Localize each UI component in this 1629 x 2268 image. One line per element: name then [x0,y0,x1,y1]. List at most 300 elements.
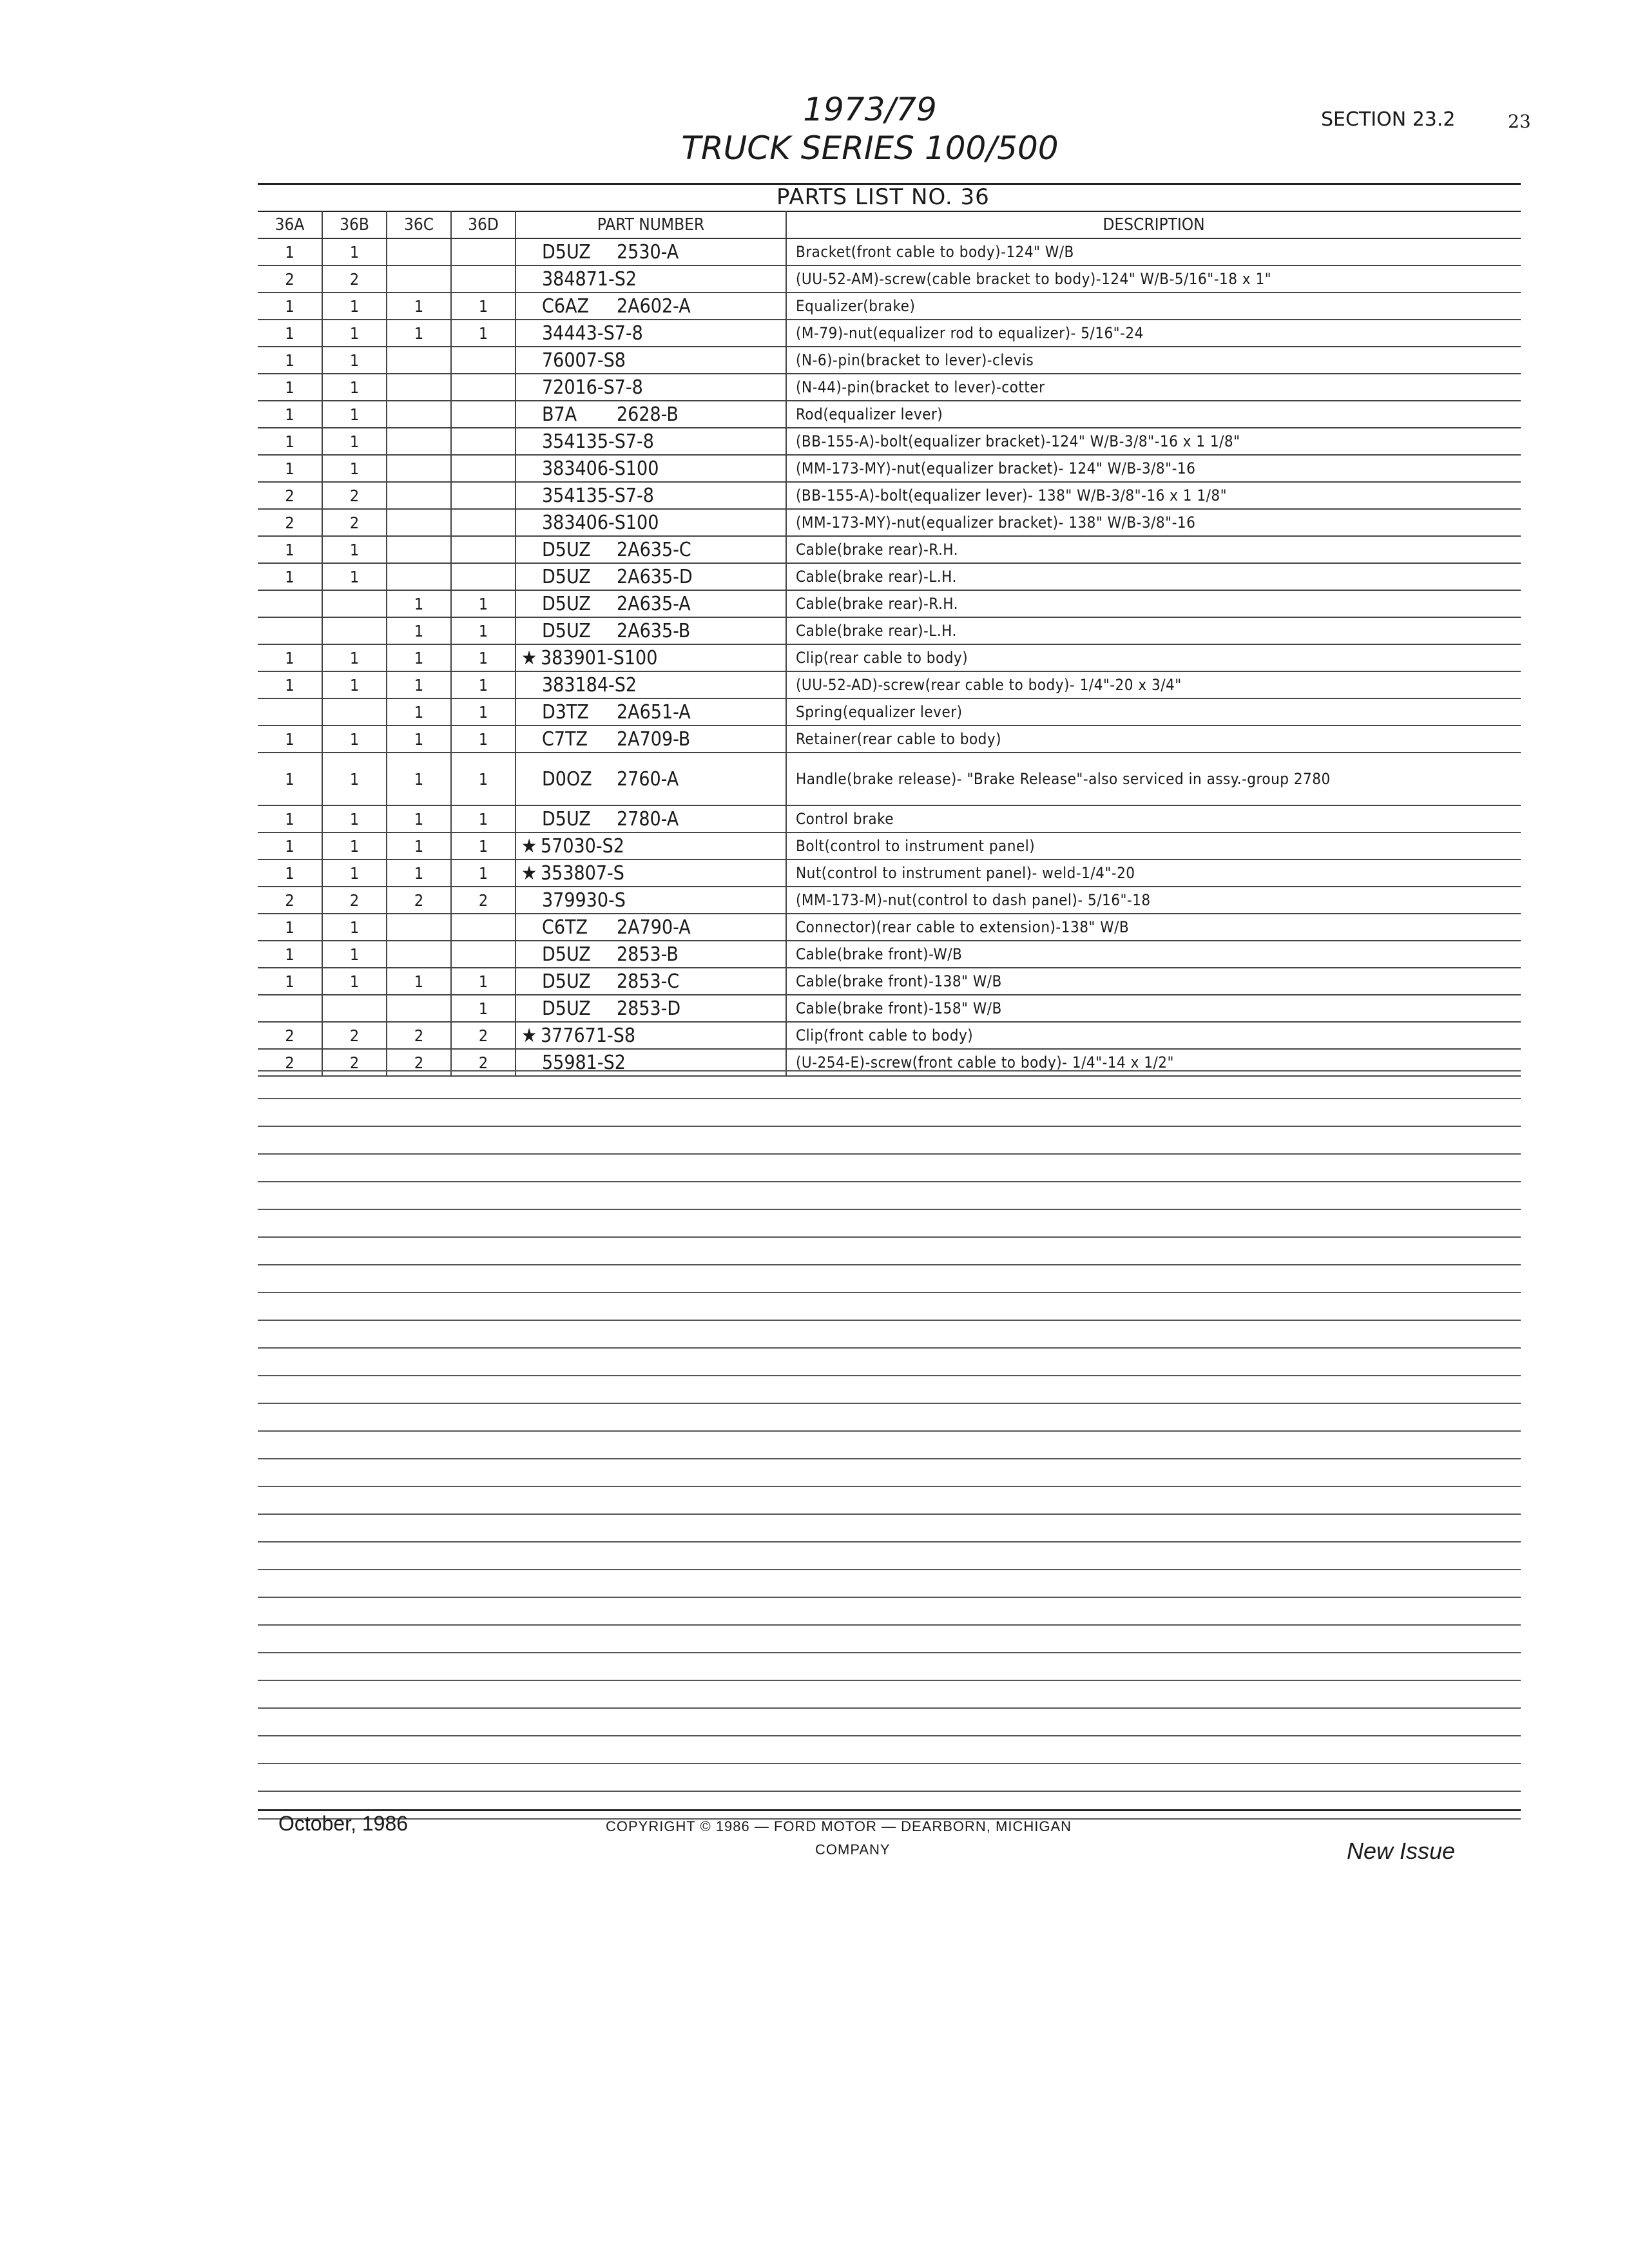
part-number-prefix: 383406-S100 [542,511,659,534]
qty-36d-cell [451,914,516,941]
part-number-prefix: 55981-S2 [542,1051,626,1074]
qty-36a-cell: 1 [258,832,322,860]
qty-36b-cell: 2 [322,887,387,914]
part-number-suffix: 2A790-A [617,916,691,939]
qty-36d-cell [451,941,516,968]
qty-36a-cell: 1 [258,914,322,941]
ruled-line [258,1626,1521,1653]
qty-36c-cell: 1 [387,644,451,671]
qty-36c-cell [387,347,451,374]
part-number-cell [516,671,786,698]
ruled-line [258,1515,1521,1542]
part-number-prefix: 383406-S100 [542,457,659,480]
qty-36c-cell [387,509,451,536]
qty-36b-cell: 2 [322,1049,387,1076]
qty-36d-cell: 2 [451,1022,516,1049]
qty-36d-cell [451,401,516,428]
qty-36a-cell: 1 [258,374,322,401]
qty-36a-cell: 1 [258,536,322,563]
qty-36a-cell: 2 [258,482,322,509]
qty-36d-cell: 2 [451,887,516,914]
part-number-prefix: D5UZ [542,538,591,561]
part-number-cell [516,293,786,320]
part-number-prefix: 353807-S [541,861,624,885]
qty-36c-cell: 2 [387,1049,451,1076]
ruled-line [258,1210,1521,1238]
star-icon: ★ [521,834,537,858]
description-cell: (U-254-E)-screw(front cable to body)- 1/4"-14 x 1/2" [786,1049,1521,1076]
part-number-prefix: B7A [542,403,577,426]
qty-36b-cell [322,995,387,1022]
qty-36a-cell [258,590,322,617]
qty-36b-cell: 2 [322,509,387,536]
col-header-36c: 36C [387,211,451,238]
qty-36c-cell [387,563,451,590]
qty-36b-cell: 1 [322,914,387,941]
qty-36b-cell: 1 [322,320,387,347]
table-row [258,482,1521,509]
table-row [258,347,1521,374]
part-number-prefix: D5UZ [542,970,591,993]
part-number-prefix: 34443-S7-8 [542,322,643,345]
part-number-cell [516,726,786,753]
table-row [258,644,1521,671]
ruled-line [258,1238,1521,1265]
qty-36b-cell: 1 [322,238,387,265]
ruled-line [258,1792,1521,1820]
qty-36a-cell: 1 [258,860,322,887]
description-cell: Equalizer(brake) [786,293,1521,320]
table-row [258,374,1521,401]
ruled-line [258,1155,1521,1182]
part-number-cell [516,753,786,805]
qty-36b-cell: 2 [322,482,387,509]
qty-36a-cell: 1 [258,753,322,805]
ruled-line [258,1598,1521,1626]
table-row [258,590,1521,617]
qty-36c-cell [387,482,451,509]
table-row [258,914,1521,941]
qty-36b-cell: 2 [322,1022,387,1049]
qty-36c-cell [387,401,451,428]
qty-36a-cell: 2 [258,1049,322,1076]
part-number-cell [516,428,786,455]
description-cell: Handle(brake release)- "Brake Release"-also serviced in assy.-group 2780 [786,753,1521,805]
part-number-cell [516,698,786,726]
part-number-suffix: 2530-A [617,240,679,264]
description-cell: Retainer(rear cable to body) [786,726,1521,753]
part-number-cell [516,617,786,644]
qty-36a-cell: 1 [258,726,322,753]
qty-36d-cell: 1 [451,860,516,887]
qty-36b-cell [322,590,387,617]
table-row [258,293,1521,320]
footer-date: October, 1986 [278,1812,409,1835]
qty-36d-cell: 1 [451,805,516,832]
ruled-line [258,1459,1521,1487]
part-number-cell [516,563,786,590]
part-number-prefix: D5UZ [542,619,591,642]
page-number: 23 [1508,111,1531,132]
qty-36d-cell: 1 [451,617,516,644]
part-number-cell [516,832,786,860]
part-number-suffix: 2780-A [617,807,679,831]
part-number-suffix: 2A651-A [617,700,691,724]
part-number-prefix: 76007-S8 [542,349,626,372]
qty-36b-cell: 1 [322,455,387,482]
qty-36b-cell: 1 [322,293,387,320]
part-number-prefix: D5UZ [542,592,591,615]
qty-36b-cell: 1 [322,428,387,455]
part-number-prefix: D5UZ [542,807,591,831]
description-cell: (N-44)-pin(bracket to lever)-cotter [786,374,1521,401]
part-number-prefix: C6TZ [542,916,588,939]
qty-36c-cell: 1 [387,320,451,347]
qty-36b-cell: 1 [322,860,387,887]
ruled-line [258,1127,1521,1155]
description-cell: (M-79)-nut(equalizer rod to equalizer)- 5/16"-24 [786,320,1521,347]
title-years: 1973/79 [803,91,937,128]
qty-36a-cell: 2 [258,887,322,914]
part-number-prefix: 57030-S2 [541,834,624,858]
table-row [258,805,1521,832]
qty-36c-cell: 1 [387,726,451,753]
table-row [258,617,1521,644]
table-row [258,671,1521,698]
part-number-suffix: 2853-C [617,970,680,993]
qty-36c-cell [387,374,451,401]
qty-36b-cell: 1 [322,726,387,753]
qty-36a-cell [258,617,322,644]
qty-36d-cell [451,482,516,509]
part-number-cell [516,374,786,401]
description-cell: Bracket(front cable to body)-124" W/B [786,238,1521,265]
ruled-line [258,1293,1521,1321]
bottom-divider [258,1809,1521,1811]
description-cell: (N-6)-pin(bracket to lever)-clevis [786,347,1521,374]
qty-36b-cell: 1 [322,671,387,698]
description-cell: Cable(brake rear)-R.H. [786,536,1521,563]
qty-36b-cell: 1 [322,968,387,995]
qty-36a-cell: 1 [258,563,322,590]
table-row [258,832,1521,860]
ruled-line [258,1044,1521,1072]
part-number-cell [516,509,786,536]
description-cell: Cable(brake front)-138" W/B [786,968,1521,995]
qty-36c-cell: 1 [387,698,451,726]
qty-36a-cell: 1 [258,428,322,455]
part-number-cell [516,536,786,563]
table-row [258,265,1521,293]
col-header-part-number: PART NUMBER [516,211,786,238]
table-row [258,238,1521,265]
ruled-line [258,1653,1521,1681]
qty-36a-cell: 1 [258,941,322,968]
qty-36a-cell: 2 [258,509,322,536]
qty-36c-cell: 2 [387,1022,451,1049]
part-number-cell [516,401,786,428]
qty-36b-cell: 1 [322,563,387,590]
ruled-line [258,1072,1521,1099]
part-number-cell [516,644,786,671]
qty-36d-cell [451,238,516,265]
qty-36c-cell [387,995,451,1022]
qty-36c-cell [387,238,451,265]
description-cell: Bolt(control to instrument panel) [786,832,1521,860]
part-number-prefix: 379930-S [542,889,626,912]
qty-36a-cell [258,995,322,1022]
qty-36c-cell: 1 [387,805,451,832]
table-row [258,536,1521,563]
qty-36c-cell: 1 [387,860,451,887]
qty-36c-cell [387,265,451,293]
qty-36b-cell: 1 [322,753,387,805]
table-row [258,428,1521,455]
part-number-suffix: 2A635-B [617,619,691,642]
description-cell: (BB-155-A)-bolt(equalizer bracket)-124" W/B-3/8"-16 x 1 1/8" [786,428,1521,455]
qty-36c-cell: 1 [387,617,451,644]
ruled-line [258,1709,1521,1736]
part-number-cell [516,455,786,482]
description-cell: Cable(brake rear)-L.H. [786,563,1521,590]
qty-36d-cell [451,536,516,563]
description-cell: Clip(rear cable to body) [786,644,1521,671]
col-header-36b: 36B [322,211,387,238]
table-row [258,968,1521,995]
qty-36a-cell: 1 [258,293,322,320]
description-cell: (MM-173-MY)-nut(equalizer bracket)- 124" W/B-3/8"-16 [786,455,1521,482]
ruled-line [258,1542,1521,1570]
qty-36a-cell [258,698,322,726]
part-number-cell [516,914,786,941]
qty-36c-cell: 1 [387,590,451,617]
qty-36a-cell: 1 [258,347,322,374]
table-row [258,563,1521,590]
description-cell: (MM-173-M)-nut(control to dash panel)- 5/16"-18 [786,887,1521,914]
part-number-cell [516,995,786,1022]
ruled-line [258,1404,1521,1432]
qty-36a-cell: 1 [258,455,322,482]
qty-36d-cell: 2 [451,1049,516,1076]
qty-36d-cell [451,374,516,401]
qty-36b-cell: 1 [322,374,387,401]
description-cell: Cable(brake rear)-R.H. [786,590,1521,617]
description-cell: Cable(brake front)-158" W/B [786,995,1521,1022]
qty-36c-cell: 1 [387,293,451,320]
table-row [258,698,1521,726]
qty-36c-cell: 2 [387,887,451,914]
part-number-prefix: D3TZ [542,700,589,724]
qty-36b-cell: 2 [322,265,387,293]
description-cell: Spring(equalizer lever) [786,698,1521,726]
qty-36c-cell: 1 [387,753,451,805]
qty-36d-cell: 1 [451,726,516,753]
footer-copyright: COPYRIGHT © 1986 — FORD MOTOR — DEARBORN, MICHIGAN [606,1818,1072,1834]
qty-36c-cell: 1 [387,968,451,995]
qty-36b-cell: 1 [322,832,387,860]
qty-36c-cell [387,428,451,455]
table-row [258,726,1521,753]
ruled-line [258,1570,1521,1598]
qty-36d-cell [451,265,516,293]
star-icon: ★ [521,646,537,669]
description-cell: (MM-173-MY)-nut(equalizer bracket)- 138" W/B-3/8"-16 [786,509,1521,536]
qty-36d-cell: 1 [451,671,516,698]
part-number-prefix: D5UZ [542,565,591,588]
part-number-prefix: D5UZ [542,997,591,1020]
part-number-cell [516,347,786,374]
part-number-prefix: 384871-S2 [542,267,637,291]
ruled-line [258,1099,1521,1127]
part-number-cell [516,860,786,887]
part-number-cell [516,941,786,968]
qty-36d-cell: 1 [451,590,516,617]
part-number-prefix: 383184-S2 [542,673,637,697]
table-row [258,941,1521,968]
qty-36d-cell [451,509,516,536]
part-number-cell [516,590,786,617]
qty-36a-cell: 1 [258,644,322,671]
table-row [258,455,1521,482]
ruled-line [258,1265,1521,1293]
ruled-line [258,1376,1521,1404]
ruled-line [258,1182,1521,1210]
qty-36a-cell: 1 [258,320,322,347]
part-number-cell [516,805,786,832]
qty-36a-cell: 2 [258,1022,322,1049]
description-cell: (UU-52-AM)-screw(cable bracket to body)-124" W/B-5/16"-18 x 1" [786,265,1521,293]
star-icon: ★ [521,861,537,885]
part-number-prefix: 72016-S7-8 [542,376,643,399]
table-row [258,887,1521,914]
table-row [258,509,1521,536]
qty-36c-cell [387,914,451,941]
table-row [258,401,1521,428]
qty-36d-cell [451,428,516,455]
ruled-line [258,1487,1521,1515]
qty-36d-cell: 1 [451,995,516,1022]
qty-36a-cell: 1 [258,401,322,428]
col-header-description: DESCRIPTION [786,211,1521,238]
part-number-prefix: D5UZ [542,240,591,264]
parts-table-body [258,238,1521,1076]
qty-36d-cell: 1 [451,753,516,805]
part-number-suffix: 2A635-D [617,565,693,588]
qty-36b-cell: 1 [322,941,387,968]
part-number-prefix: 354135-S7-8 [542,430,654,453]
footer-company: COMPANY [815,1841,891,1858]
description-cell: (UU-52-AD)-screw(rear cable to body)- 1/4"-20 x 3/4" [786,671,1521,698]
description-cell: (BB-155-A)-bolt(equalizer lever)- 138" W/B-3/8"-16 x 1 1/8" [786,482,1521,509]
part-number-prefix: 383901-S100 [541,646,658,669]
qty-36d-cell: 1 [451,698,516,726]
description-cell: Connector)(rear cable to extension)-138" W/B [786,914,1521,941]
part-number-suffix: 2628-B [617,403,679,426]
qty-36d-cell [451,347,516,374]
table-row [258,320,1521,347]
table-row [258,995,1521,1022]
part-number-prefix: C7TZ [542,727,588,751]
description-cell: Clip(front cable to body) [786,1022,1521,1049]
ruled-line [258,1349,1521,1376]
blank-ruled-lines [258,1044,1521,1820]
qty-36d-cell: 1 [451,968,516,995]
qty-36a-cell: 1 [258,805,322,832]
part-number-suffix: 2853-D [617,997,681,1020]
ruled-line [258,1432,1521,1459]
qty-36b-cell: 1 [322,347,387,374]
qty-36b-cell: 1 [322,536,387,563]
qty-36c-cell [387,536,451,563]
part-number-cell [516,320,786,347]
ruled-line [258,1764,1521,1792]
qty-36a-cell: 1 [258,238,322,265]
qty-36a-cell: 1 [258,671,322,698]
qty-36d-cell: 1 [451,832,516,860]
part-number-cell [516,887,786,914]
part-number-prefix: 377671-S8 [541,1024,636,1047]
footer-issue-status: New Issue [1347,1838,1456,1864]
qty-36c-cell [387,455,451,482]
star-icon: ★ [521,1024,537,1047]
col-header-36d: 36D [451,211,516,238]
part-number-suffix: 2A635-C [617,538,691,561]
part-number-prefix: D5UZ [542,943,591,966]
qty-36b-cell [322,698,387,726]
part-number-suffix: 2A709-B [617,727,691,751]
qty-36c-cell: 1 [387,671,451,698]
table-row [258,753,1521,805]
parts-table [258,211,1521,1077]
part-number-prefix: C6AZ [542,294,589,318]
part-number-suffix: 2853-B [617,943,679,966]
col-header-36a: 36A [258,211,322,238]
qty-36d-cell: 1 [451,293,516,320]
qty-36b-cell: 1 [322,644,387,671]
part-number-prefix: 354135-S7-8 [542,484,654,507]
table-header-row [258,211,1521,238]
parts-list-title: PARTS LIST NO. 36 [776,184,990,210]
ruled-line [258,1681,1521,1709]
part-number-cell [516,482,786,509]
part-number-cell [516,968,786,995]
description-cell: Control brake [786,805,1521,832]
qty-36b-cell: 1 [322,401,387,428]
table-row [258,860,1521,887]
title-series: TRUCK SERIES 100/500 [681,130,1059,167]
description-cell: Rod(equalizer lever) [786,401,1521,428]
qty-36c-cell: 1 [387,832,451,860]
qty-36d-cell: 1 [451,320,516,347]
qty-36b-cell: 1 [322,805,387,832]
part-number-prefix: D0OZ [542,767,592,791]
part-number-suffix: 2A635-A [617,592,691,615]
description-cell: Cable(brake rear)-L.H. [786,617,1521,644]
qty-36d-cell [451,455,516,482]
part-number-cell [516,265,786,293]
qty-36a-cell: 2 [258,265,322,293]
qty-36d-cell: 1 [451,644,516,671]
description-cell: Nut(control to instrument panel)- weld-1/4"-20 [786,860,1521,887]
ruled-line [258,1736,1521,1764]
ruled-line [258,1321,1521,1349]
part-number-cell [516,238,786,265]
section-label: SECTION 23.2 [1321,108,1456,131]
qty-36b-cell [322,617,387,644]
qty-36a-cell: 1 [258,968,322,995]
description-cell: Cable(brake front)-W/B [786,941,1521,968]
qty-36d-cell [451,563,516,590]
